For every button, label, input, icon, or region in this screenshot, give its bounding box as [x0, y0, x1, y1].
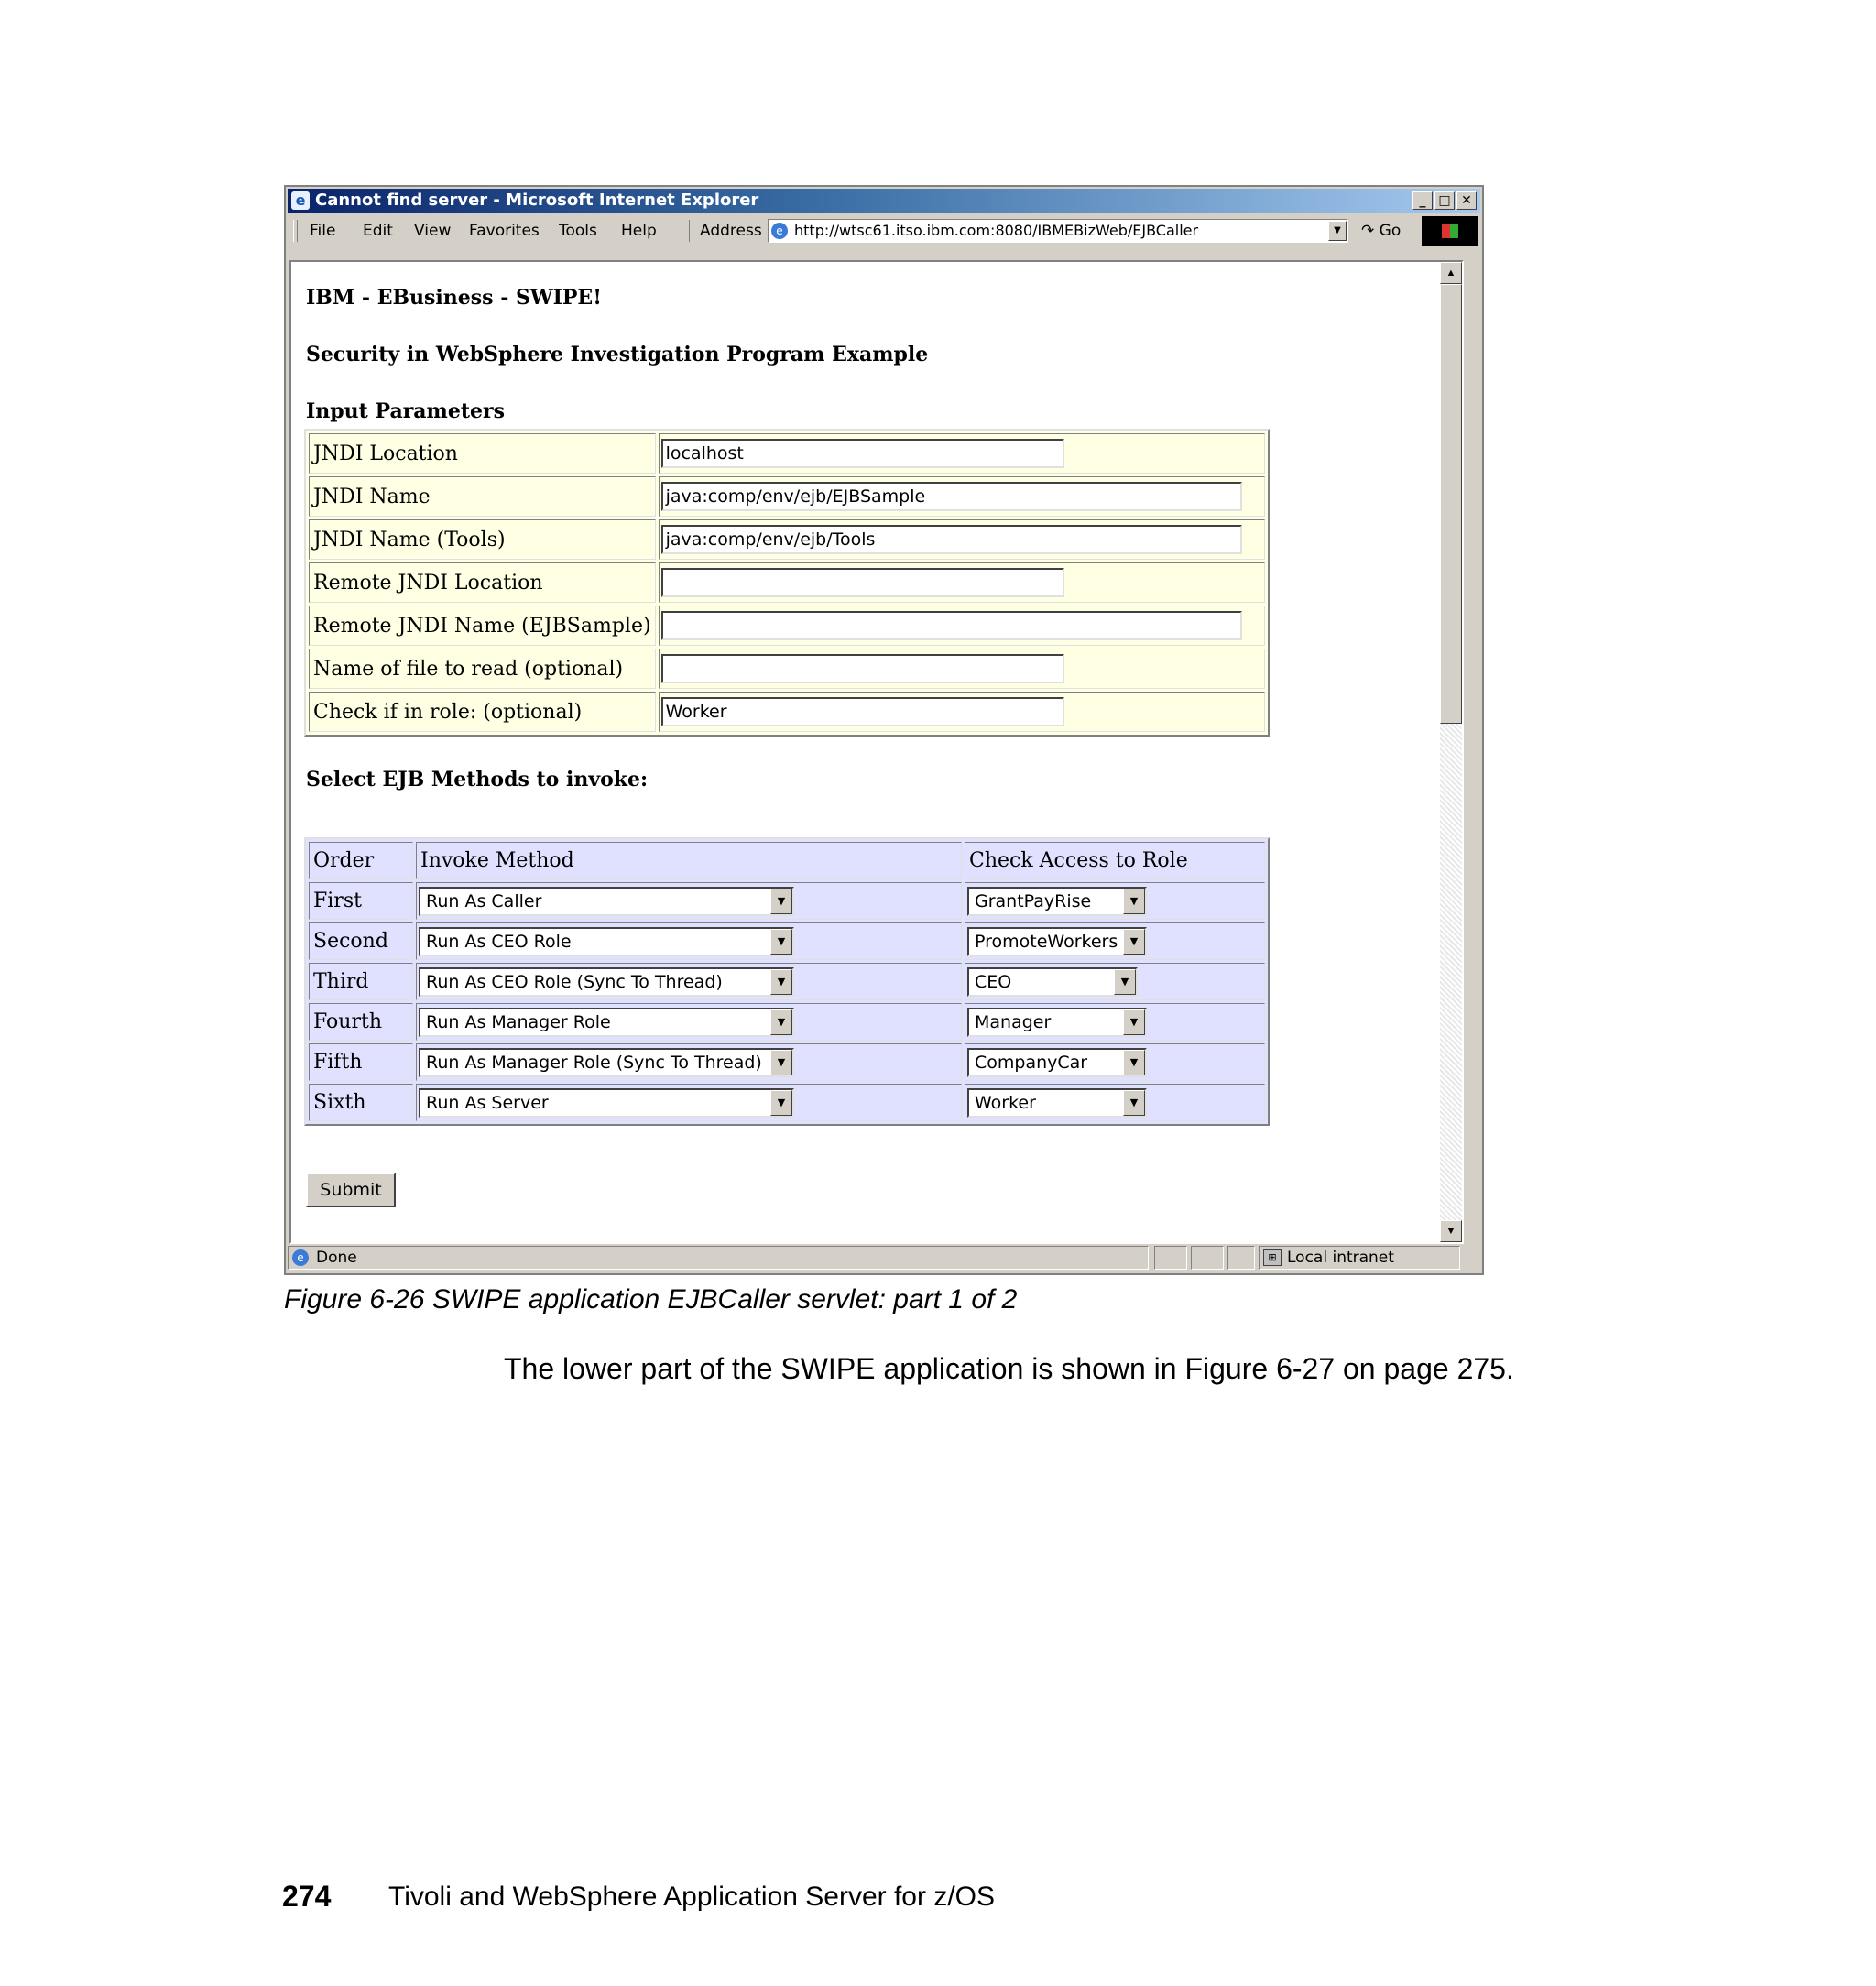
page-title: IBM - EBusiness - SWIPE!: [306, 286, 602, 310]
chevron-down-icon[interactable]: ▼: [770, 929, 792, 955]
maximize-button[interactable]: □: [1434, 191, 1455, 210]
content-viewport: [289, 260, 1464, 1244]
status-bar: [288, 1244, 1480, 1271]
menu-view[interactable]: View: [414, 222, 452, 240]
jndi-name-label: JNDI Name: [309, 476, 656, 517]
menu-edit[interactable]: Edit: [363, 222, 393, 240]
scrollbar-thumb[interactable]: [1440, 284, 1462, 724]
security-zone: [1259, 1246, 1460, 1270]
chevron-down-icon[interactable]: ▼: [770, 1009, 792, 1035]
web-page: [291, 262, 1440, 1242]
table-row: [309, 692, 1265, 732]
table-row: [309, 476, 1265, 517]
select-value: GrantPayRise: [975, 890, 1092, 911]
order-cell: Fifth: [309, 1043, 413, 1081]
select-value: Run As Manager Role (Sync To Thread): [426, 1052, 762, 1073]
table-row: [309, 1043, 1265, 1081]
page-number: 274: [282, 1880, 332, 1913]
jndi-name-input[interactable]: java:comp/env/ejb/EJBSample: [661, 482, 1242, 511]
role-select-fifth[interactable]: [967, 1048, 1147, 1077]
status-text: Done: [316, 1249, 357, 1267]
status-panel: [1154, 1246, 1187, 1270]
header-order: Order: [309, 842, 413, 879]
table-row: [309, 562, 1265, 603]
ie-logo-icon: e: [291, 191, 310, 210]
select-value: CEO: [975, 971, 1012, 992]
window-title: Cannot find server - Microsoft Internet Explorer: [315, 191, 759, 210]
file-to-read-input[interactable]: [661, 654, 1064, 683]
chevron-down-icon[interactable]: ▼: [770, 889, 792, 914]
go-arrow-icon: ↷: [1361, 222, 1375, 240]
jndi-name-tools-input[interactable]: java:comp/env/ejb/Tools: [661, 525, 1242, 554]
method-select-fifth[interactable]: [419, 1048, 794, 1077]
role-select-sixth[interactable]: [967, 1088, 1147, 1118]
submit-button[interactable]: Submit: [306, 1173, 396, 1207]
browser-window: [284, 185, 1484, 1275]
table-row: [309, 519, 1265, 560]
table-row: [309, 1084, 1265, 1121]
check-role-label: Check if in role: (optional): [309, 692, 656, 732]
intranet-icon: ⊞: [1263, 1249, 1282, 1266]
method-select-sixth[interactable]: [419, 1088, 794, 1118]
go-label: Go: [1379, 222, 1402, 240]
remote-jndi-name-input[interactable]: [661, 611, 1242, 640]
file-to-read-label: Name of file to read (optional): [309, 649, 656, 689]
table-row: [309, 882, 1265, 920]
figure-caption: Figure 6-26 SWIPE application EJBCaller servlet: part 1 of 2: [284, 1284, 1018, 1315]
remote-jndi-location-label: Remote JNDI Location: [309, 562, 656, 603]
select-value: PromoteWorkers: [975, 931, 1118, 952]
select-value: CompanyCar: [975, 1052, 1088, 1073]
menu-bar: [288, 216, 1480, 246]
scroll-down-icon[interactable]: ▼: [1440, 1220, 1462, 1242]
role-select-second[interactable]: [967, 927, 1147, 956]
address-url: http://wtsc61.itso.ibm.com:8080/IBMEBizWeb/EJBCaller: [794, 222, 1199, 239]
method-select-fourth[interactable]: [419, 1008, 794, 1037]
header-invoke-method: Invoke Method: [416, 842, 962, 879]
menu-favorites[interactable]: Favorites: [469, 222, 540, 240]
remote-jndi-location-input[interactable]: [661, 568, 1064, 597]
jndi-location-label: JNDI Location: [309, 433, 656, 474]
chevron-down-icon[interactable]: ▼: [1114, 969, 1136, 995]
toolbar-grip: [293, 220, 298, 242]
vertical-scrollbar[interactable]: [1440, 262, 1462, 1242]
close-button[interactable]: ✕: [1456, 191, 1477, 210]
method-select-first[interactable]: [419, 887, 794, 916]
table-header-row: [309, 842, 1265, 879]
table-row: [309, 606, 1265, 646]
method-select-third[interactable]: [419, 967, 794, 997]
order-cell: Third: [309, 963, 413, 1000]
chevron-down-icon[interactable]: ▼: [1123, 1009, 1145, 1035]
chevron-down-icon[interactable]: ▼: [770, 969, 792, 995]
title-bar: [288, 189, 1480, 213]
chevron-down-icon[interactable]: ▼: [770, 1090, 792, 1116]
methods-heading: Select EJB Methods to invoke:: [306, 768, 649, 791]
zone-text: Local intranet: [1287, 1249, 1394, 1267]
jndi-location-input[interactable]: localhost: [661, 439, 1064, 468]
address-input[interactable]: [768, 219, 1348, 243]
table-row: [309, 1003, 1265, 1041]
role-select-third[interactable]: [967, 967, 1138, 997]
method-select-second[interactable]: [419, 927, 794, 956]
minimize-button[interactable]: _: [1412, 191, 1433, 210]
input-parameters-table: [304, 429, 1270, 737]
table-row: [309, 433, 1265, 474]
check-role-input[interactable]: Worker: [661, 697, 1064, 726]
order-cell: First: [309, 882, 413, 920]
order-cell: Sixth: [309, 1084, 413, 1121]
menu-help[interactable]: Help: [621, 222, 657, 240]
order-cell: Fourth: [309, 1003, 413, 1041]
menu-file[interactable]: File: [310, 222, 336, 240]
menu-tools[interactable]: Tools: [559, 222, 597, 240]
address-label: Address: [700, 222, 762, 240]
select-value: Run As Manager Role: [426, 1011, 611, 1032]
status-panel: [1227, 1246, 1255, 1270]
body-paragraph: The lower part of the SWIPE application is shown in Figure 6-27 on page 275.: [504, 1352, 1514, 1385]
chevron-down-icon[interactable]: ▼: [770, 1050, 792, 1075]
toolbar-separator: [689, 220, 693, 242]
select-value: Run As Caller: [426, 890, 542, 911]
remote-jndi-name-label: Remote JNDI Name (EJBSample): [309, 606, 656, 646]
select-value: Run As CEO Role: [426, 931, 572, 952]
page-icon: e: [771, 223, 788, 239]
select-value: Manager: [975, 1011, 1052, 1032]
status-main: [288, 1246, 1149, 1270]
chevron-down-icon[interactable]: ▼: [1123, 929, 1145, 955]
go-button[interactable]: [1361, 222, 1401, 240]
jndi-name-tools-label: JNDI Name (Tools): [309, 519, 656, 560]
role-select-first[interactable]: [967, 887, 1147, 916]
book-title: Tivoli and WebSphere Application Server for z/OS: [388, 1882, 995, 1912]
order-cell: Second: [309, 922, 413, 960]
role-select-fourth[interactable]: [967, 1008, 1147, 1037]
chevron-down-icon[interactable]: ▼: [1123, 1050, 1145, 1075]
table-row: [309, 922, 1265, 960]
select-value: Run As Server: [426, 1092, 549, 1113]
select-value: Run As CEO Role (Sync To Thread): [426, 971, 723, 992]
windows-logo-throbber: [1422, 216, 1478, 246]
chevron-down-icon[interactable]: ▼: [1123, 1090, 1145, 1116]
chevron-down-icon[interactable]: ▼: [1123, 889, 1145, 914]
page-done-icon: e: [292, 1249, 309, 1266]
header-check-access-role: Check Access to Role: [965, 842, 1265, 879]
table-row: [309, 649, 1265, 689]
status-panel: [1191, 1246, 1224, 1270]
windows-flag-icon: [1442, 224, 1458, 238]
address-dropdown-icon[interactable]: ▼: [1328, 221, 1347, 241]
select-value: Worker: [975, 1092, 1036, 1113]
methods-table: [304, 837, 1270, 1126]
table-row: [309, 963, 1265, 1000]
page-subtitle: Security in WebSphere Investigation Program Example: [306, 343, 929, 366]
scroll-up-icon[interactable]: ▲: [1440, 262, 1462, 284]
input-parameters-heading: Input Parameters: [306, 399, 505, 423]
